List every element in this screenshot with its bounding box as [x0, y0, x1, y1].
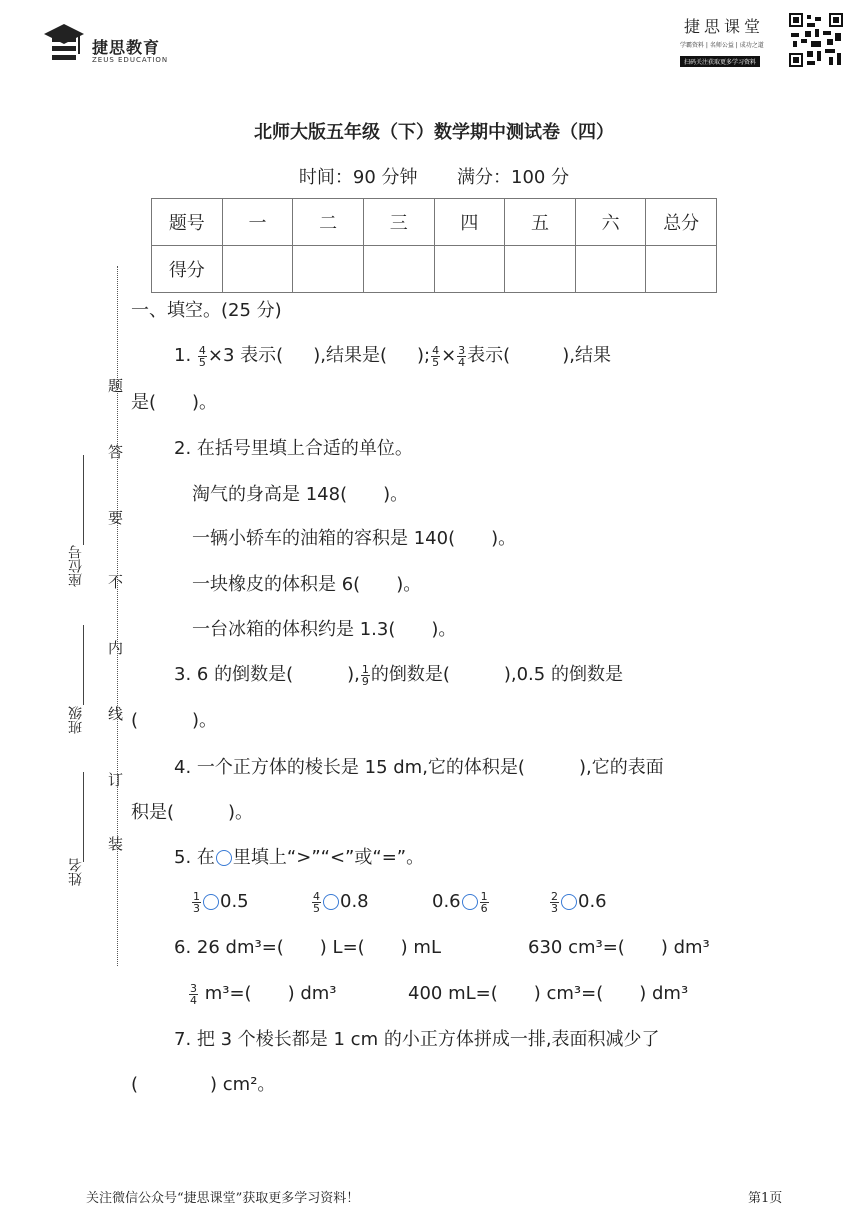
question-6-line-1a: 6. 26 dm³=( ) L=( ) mL [174, 937, 441, 958]
page-title: 北师大版五年级（下）数学期中测试卷（四） [254, 122, 614, 143]
seat-number-line[interactable] [83, 455, 84, 545]
score-cell[interactable] [505, 246, 576, 293]
exam-meta [0, 163, 868, 189]
score-cell[interactable] [222, 246, 293, 293]
page-number: 第1页 [748, 1191, 783, 1206]
name-line[interactable] [83, 772, 84, 862]
score-table [151, 198, 717, 293]
time-limit: 时间：90 分钟 [298, 167, 418, 188]
table-cell: 题号 [152, 199, 223, 246]
text: ),结果是( [313, 345, 387, 366]
question-1-line-1 [174, 344, 611, 368]
question-4-line-2: 积是( )。 [131, 802, 254, 823]
question-2-prompt: 2. 在括号里填上合适的单位。 [174, 438, 413, 459]
seat-number-label: 座位号 [68, 545, 84, 587]
compare-item [191, 890, 249, 914]
class-label: 班级 [68, 706, 84, 734]
text: 0.8 [340, 891, 369, 912]
text: 的倒数是( ),0.5 的倒数是 [370, 664, 623, 685]
compare-circle-icon [216, 850, 232, 866]
table-cell: 二 [293, 199, 364, 246]
table-cell: 总分 [646, 199, 717, 246]
question-6-line-2a [188, 982, 337, 1006]
text: 里填上“>”“<”或“=”。 [232, 847, 425, 868]
brand-tag: 名师公益 [709, 42, 734, 49]
brand-tag: 学霸资料 [680, 42, 705, 49]
class-line[interactable] [83, 625, 84, 705]
section-heading: 一、填空。(25 分) [131, 300, 282, 321]
text: 5. 在 [174, 847, 215, 868]
text: 0.6 [578, 891, 607, 912]
compare-circle-icon[interactable] [203, 894, 219, 910]
fraction: $\frac{1}{3}$ [193, 889, 200, 915]
fraction: $\frac{3}{4}$ [458, 343, 466, 369]
footer-note: 关注微信公众号“捷思课堂”获取更多学习资料！ [86, 1191, 360, 1206]
logo-text: 捷思教育 [92, 38, 161, 57]
text: ); [416, 345, 431, 366]
compare-circle-icon[interactable] [462, 894, 478, 910]
question-6-line-1b: 630 cm³=( ) dm³ [528, 937, 710, 958]
table-cell: 六 [575, 199, 646, 246]
brand-tags: 学霸资料 | 名师公益 | 成功之道 [680, 42, 764, 49]
binding-dotted-line [117, 266, 118, 966]
text: 0.5 [220, 891, 249, 912]
text: ×3 表示( [207, 345, 284, 366]
text: 表示( [467, 345, 511, 366]
score-cell[interactable] [434, 246, 505, 293]
binding-char: 要 [108, 509, 124, 527]
question-2-item: 淘气的身高是 148( )。 [192, 484, 409, 505]
brand-title: 捷思课堂 [684, 17, 765, 36]
table-cell: 得分 [152, 246, 223, 293]
question-3-line-2: ( )。 [131, 710, 218, 731]
score-table-header-row [152, 199, 717, 246]
compare-circle-icon[interactable] [323, 894, 339, 910]
question-2-item: 一块橡皮的体积是 6( )。 [192, 574, 422, 595]
binding-char: 装 [108, 835, 124, 853]
binding-char: 不 [108, 573, 124, 591]
compare-circle-icon[interactable] [561, 894, 577, 910]
binding-char: 订 [108, 771, 124, 789]
fraction: $\frac{1}{6}$ [480, 889, 488, 915]
question-3-line-1 [174, 663, 623, 687]
fraction: $\frac{3}{4}$ [190, 981, 197, 1007]
table-cell: 一 [222, 199, 293, 246]
question-1-line-2: 是( )。 [131, 392, 218, 413]
binding-char: 线 [108, 705, 124, 723]
qr-code-icon [789, 13, 843, 67]
text: 0.6 [432, 891, 461, 912]
table-cell: 三 [363, 199, 434, 246]
question-6-line-2b: 400 mL=( ) cm³=( ) dm³ [408, 983, 689, 1004]
fraction: $\frac{4}{5}$ [432, 343, 440, 369]
question-number: 1. [174, 345, 192, 366]
compare-item [311, 890, 369, 914]
binding-char: 内 [108, 639, 124, 657]
logo-mark-icon [42, 20, 86, 64]
question-2-item: 一辆小轿车的油箱的容积是 140( )。 [192, 528, 517, 549]
question-5-prompt [174, 846, 424, 870]
logo-subtext: ZEUS EDUCATION [92, 56, 169, 64]
question-7-line-2: ( ) cm²。 [131, 1074, 276, 1095]
binding-char: 题 [108, 377, 124, 395]
binding-char: 答 [108, 443, 124, 461]
text: 3. 6 的倒数是( ), [174, 664, 360, 685]
fraction: $\frac{4}{5}$ [198, 343, 206, 369]
fraction: $\frac{1}{9}$ [361, 662, 369, 688]
table-cell: 四 [434, 199, 505, 246]
fraction: $\frac{4}{5}$ [313, 889, 320, 915]
compare-item [549, 890, 607, 914]
name-label: 姓名 [68, 858, 84, 886]
question-4-line-1: 4. 一个正方体的棱长是 15 dm,它的体积是( ),它的表面 [174, 757, 664, 778]
score-cell[interactable] [293, 246, 364, 293]
full-score: 满分：100 分 [457, 167, 570, 188]
score-table-score-row [152, 246, 717, 293]
fraction: $\frac{2}{3}$ [551, 889, 558, 915]
text: ),结果 [562, 345, 611, 366]
score-cell[interactable] [575, 246, 646, 293]
score-cell[interactable] [363, 246, 434, 293]
brand-tag: 成功之道 [739, 42, 764, 49]
question-7-line-1: 7. 把 3 个棱长都是 1 cm 的小正方体拼成一排,表面积减少了 [174, 1029, 660, 1050]
question-2-item: 一台冰箱的体积约是 1.3( )。 [192, 619, 457, 640]
text: × [441, 345, 457, 366]
brand-bar: 扫码关注获取更多学习资料 [680, 56, 760, 67]
table-cell: 五 [505, 199, 576, 246]
compare-item [432, 890, 490, 914]
score-cell[interactable] [646, 246, 717, 293]
text: m³=( ) dm³ [199, 983, 337, 1004]
